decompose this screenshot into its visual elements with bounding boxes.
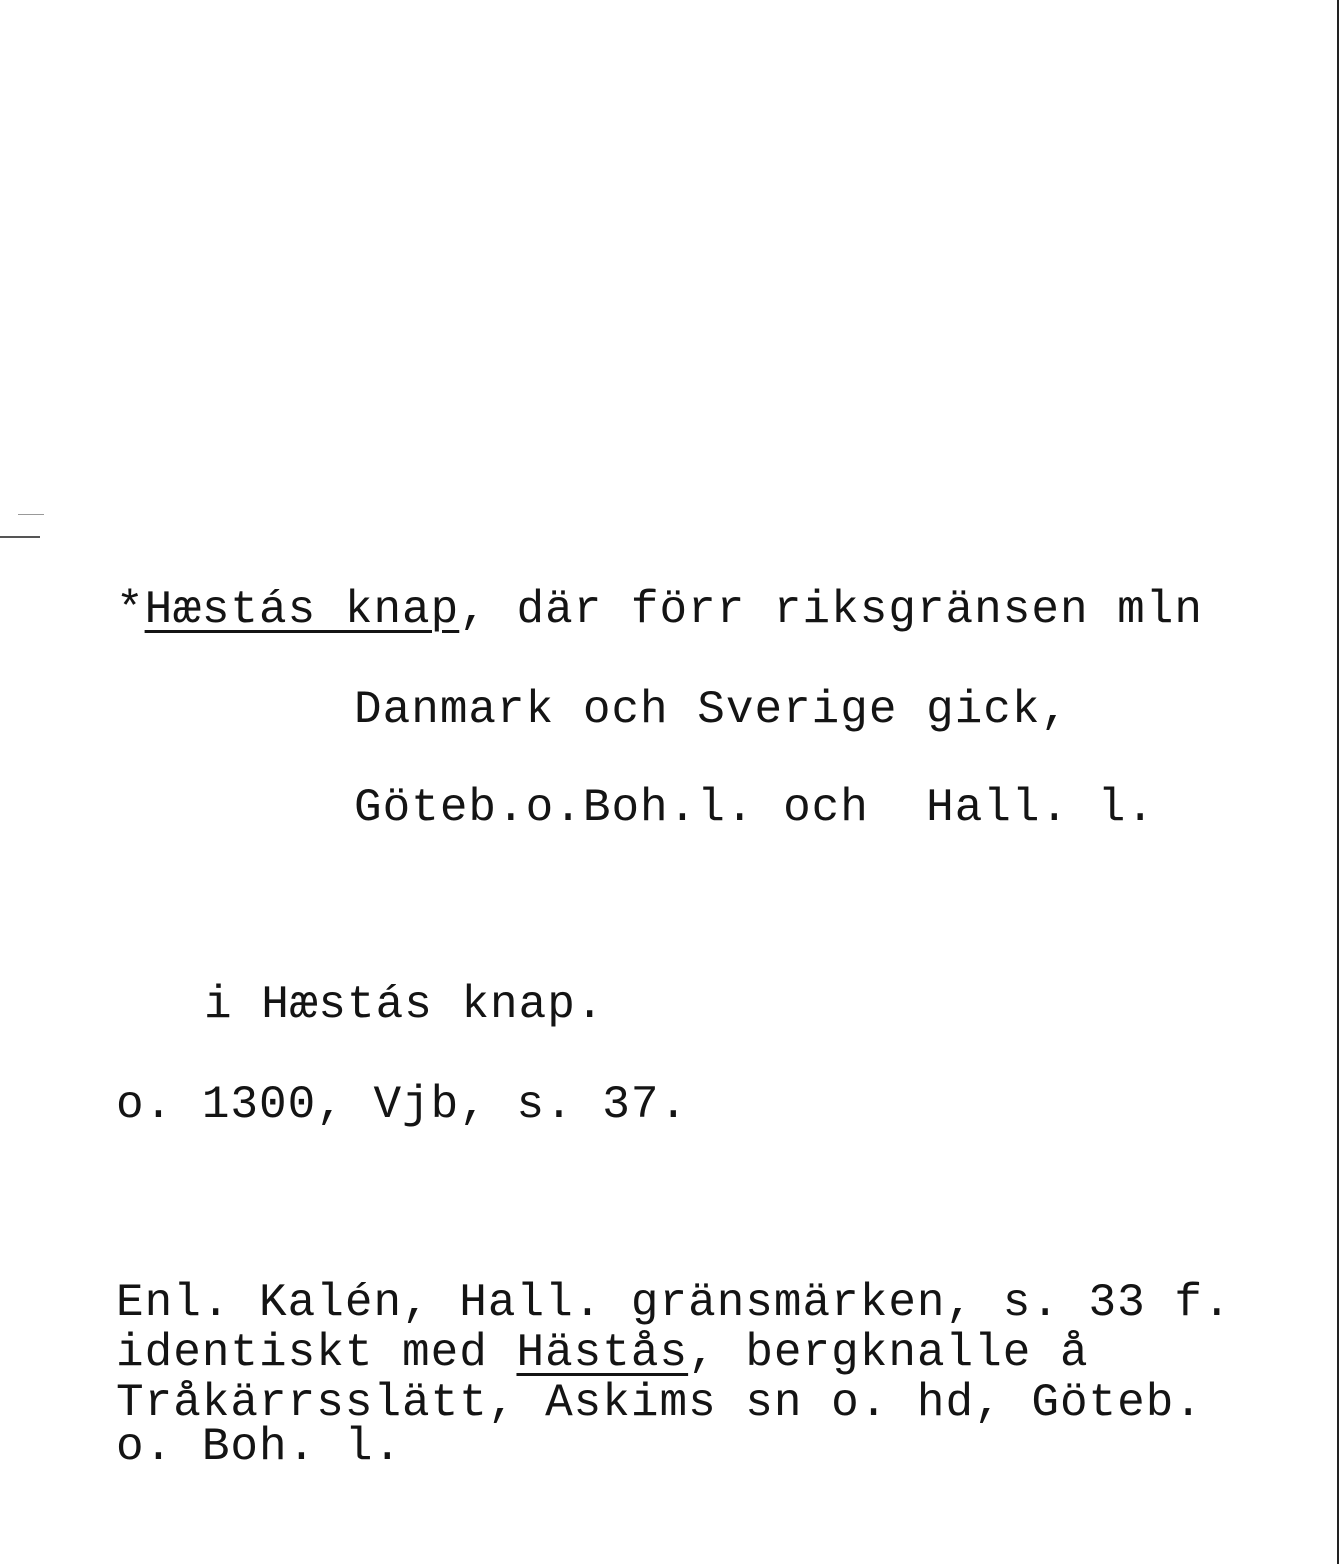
headword: Hæstás knap	[144, 584, 460, 636]
asterisk: *	[116, 584, 145, 636]
note-line-2-rest: , bergknalle å	[688, 1327, 1089, 1379]
note-line-3: Tråkärrsslätt, Askims sn o. hd, Göteb.	[116, 1377, 1203, 1429]
left-margin-mark	[0, 536, 40, 538]
left-margin-mark-faint	[18, 514, 44, 515]
note-line-4: o. Boh. l.	[116, 1421, 403, 1473]
headword-comma: ,	[459, 584, 488, 636]
card-right-edge	[1337, 0, 1339, 1564]
citation-form: i Hæstás knap.	[204, 979, 605, 1031]
headword-definition: där förr riksgränsen mln	[487, 584, 1203, 636]
definition-line-2: Danmark och Sverige gick,	[354, 684, 1070, 736]
note-line-2-text: identiskt med	[116, 1327, 517, 1379]
note-line-1: Enl. Kalén, Hall. gränsmärken, s. 33 f.	[116, 1277, 1232, 1329]
headword-line	[116, 585, 1203, 635]
note-place-name: Hästås	[516, 1327, 689, 1379]
note-line-2	[116, 1328, 1089, 1378]
source-reference: o. 1300, Vjb, s. 37.	[116, 1079, 689, 1131]
definition-line-3: Göteb.o.Boh.l. och Hall. l.	[354, 782, 1155, 834]
